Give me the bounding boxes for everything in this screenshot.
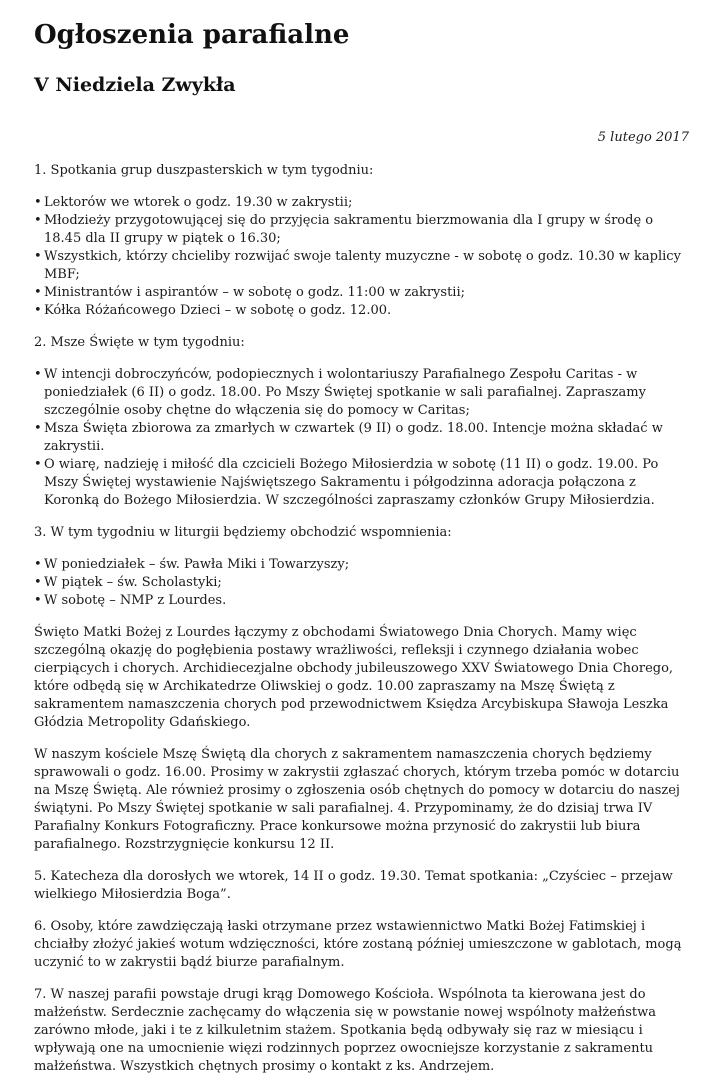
list-item: • Lektorów we wtorek o godz. 19.30 w zakrystii; bbox=[34, 194, 691, 212]
section-3-heading: 3. W tym tygodniu w liturgii będziemy obchodzić wspomnienia: bbox=[34, 525, 452, 540]
paragraph-catechesis: 5. Katecheza dla dorosłych we wtorek, 14 II o godz. 19.30. Temat spotkania: „Czyściec – przejaw wielkiego Miłosierdzia Boga”. bbox=[34, 869, 673, 902]
paragraph-sick-day: Święto Matki Bożej z Lourdes łączymy z obchodami Światowego Dnia Chorych. Mamy więc szczególną okazję do pogłębienia postawy wrażliwości, refleksji i czynnego działania wobec cierpiących i chorych. Archidiecezjalne obchody jubileuszowego XXV Światowego Dnia Chorego, które odbędą się w Archikatedrze Oliwskiej o godz. 10.00 zapraszamy na Mszę Świętą z sakramentem namaszczenia chorych pod przewodnictwem Księdza Arcybiskupa Sławoja Leszka Głódzia Metropolity Gdańskiego. bbox=[34, 625, 674, 730]
list-item: • W intencji dobroczyńców, podopiecznych i wolontariuszy Parafialnego Zespołu Caritas - w poniedziałek (6 II) o godz. 18.00. Po Mszy Świętej spotkanie w sali parafialnej. Zapraszamy szczególnie osoby chętne do włączenia się do pomocy w Caritas; bbox=[34, 366, 691, 420]
section-1-list bbox=[34, 194, 691, 320]
paragraph-mass-for-sick: W naszym kościele Mszę Świętą dla chorych z sakramentem namaszczenia chorych będziemy sprawowali o godz. 16.00. Prosimy w zakrystii zgłaszać chorych, którym trzeba pomóc w dotarciu na Mszę Świętą. Ale również prosimy o zgłoszenia osób chętnych do pomocy w dotarciu do naszej świątyni. Po Mszy Świętej spotkanie w sali parafialnej. 4. Przypominamy, że do dzisiaj trwa IV Parafialny Konkurs Fotograficzny. Prace konkursowe można przynosić do zakrystii lub biura parafialnego. Rozstrzygnięcie konkursu 12 II. bbox=[34, 747, 680, 852]
section-3-list bbox=[34, 556, 691, 610]
announcement-date: 5 lutego 2017 bbox=[597, 130, 689, 145]
list-item: • Młodzieży przygotowującej się do przyjęcia sakramentu bierzmowania dla I grupy w środę o 18.45 dla II grupy w piątek o 16.30; bbox=[34, 212, 691, 248]
paragraph-votive-offerings: 6. Osoby, które zawdzięczają łaski otrzymane przez wstawiennictwo Matki Bożej Fatimskiej i chciałby złożyć jakieś wotum wdzięczności, które zostaną później umieszczone w gablotach, mogą uczynić to w zakrystii bądź biurze parafialnym. bbox=[34, 919, 682, 970]
page-subtitle: V Niedziela Zwykła bbox=[34, 74, 236, 96]
list-item: • W poniedziałek – św. Pawła Miki i Towarzyszy; bbox=[34, 556, 691, 574]
list-item: • Msza Święta zbiorowa za zmarłych w czwartek (9 II) o godz. 18.00. Intencje można składać w zakrystii. bbox=[34, 420, 691, 456]
list-item: • Ministrantów i aspirantów – w sobotę o godz. 11:00 w zakrystii; bbox=[34, 284, 691, 302]
section-2-heading: 2. Msze Święte w tym tygodniu: bbox=[34, 335, 245, 350]
list-item: • W piątek – św. Scholastyki; bbox=[34, 574, 691, 592]
page-title: Ogłoszenia parafialne bbox=[34, 20, 350, 50]
paragraph-domestic-church: 7. W naszej parafii powstaje drugi krąg Domowego Kościoła. Wspólnota ta kierowana jest do małżeństw. Serdecznie zachęcamy do włączenia się w powstanie nowej wspólnoty małżeństwa zarówno młode, jaki i te z kilkuletnim stażem. Spotkania będą odbywały się raz w miesiącu i wpływają one na umocnienie więzi rodzinnych poprzez owocniejsze korzystanie z sakramentu małżeństwa. Wszystkich chętnych prosimy o kontakt z ks. Andrzejem. bbox=[34, 987, 657, 1074]
section-2-list bbox=[34, 366, 691, 510]
section-1-heading: 1. Spotkania grup duszpasterskich w tym tygodniu: bbox=[34, 163, 374, 178]
list-item: • Kółka Różańcowego Dzieci – w sobotę o godz. 12.00. bbox=[34, 302, 691, 320]
list-item: • Wszystkich, którzy chcieliby rozwijać swoje talenty muzyczne - w sobotę o godz. 10.30 w kaplicy MBF; bbox=[34, 248, 691, 284]
list-item: • O wiarę, nadzieję i miłość dla czcicieli Bożego Miłosierdzia w sobotę (11 II) o godz. 19.00. Po Mszy Świętej wystawienie Najświętszego Sakramentu i półgodzinna adoracja połączona z Koronką do Bożego Miłosierdzia. W szczególności zapraszamy członków Grupy Miłosierdzia. bbox=[34, 456, 691, 510]
list-item: • W sobotę – NMP z Lourdes. bbox=[34, 592, 691, 610]
